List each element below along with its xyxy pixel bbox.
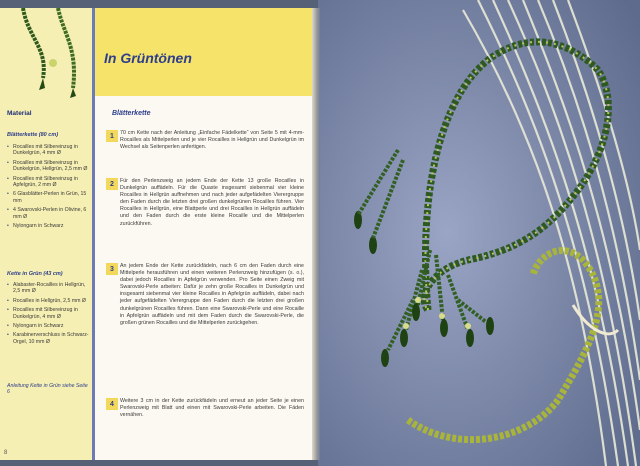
material-set1-list (7, 144, 91, 232)
list-item: • Karabinerverschluss in Schwarz-Orgel, 10 mm Ø (7, 332, 91, 345)
list-item: • Alabaster-Rocailles in Hellgrün, 2,5 mm Ø (7, 282, 91, 295)
material-heading: Material (7, 110, 32, 117)
list-item: • Rocailles mit Silbereinzug in Dunkelgrün, 4 mm Ø (7, 307, 91, 320)
book-gutter (312, 8, 320, 460)
material-set2-title: Kette in Grün (43 cm) (7, 271, 63, 277)
necklace-thumbnail (18, 8, 88, 100)
step-text: 70 cm Kette nach der Anleitung „Einfache Fädelkette“ von Seite 5 mit 4-mm-Rocailles als Mittelperlen und je vier Rocailles in Hellgrün und Dunkelgrün im Wechsel als Seitenperlen anfertigen. (120, 130, 304, 151)
step-number-badge: 3 (106, 263, 118, 275)
necklace-photo (318, 0, 640, 466)
step-3 (106, 263, 304, 327)
list-item: • Rocailles mit Silbereinzug in Dunkelgrün, 4 mm Ø (7, 144, 91, 157)
photo-page (318, 0, 640, 466)
step-2 (106, 178, 304, 228)
step-1 (106, 130, 304, 151)
material-set1-title: Blätterkette (80 cm) (7, 132, 59, 138)
section-title: Blätterkette (112, 110, 151, 117)
step-number-badge: 1 (106, 130, 118, 142)
list-item: • Rocailles mit Silbereinzug in Dunkelgrün, Hellgrün, 2,5 mm Ø (7, 160, 91, 173)
step-text: Weitere 3 cm in der Kette zurückfädeln und erneut an jeder Seite je einen Perlenzweig mit Blatt und einen mit Swarovski-Perle arbeiten. Die Fäden vernähen. (120, 398, 304, 419)
list-item: • 4 Swarovski-Perlen in Olivine, 6 mm Ø (7, 207, 91, 220)
left-page (0, 8, 316, 460)
step-number-badge: 2 (106, 178, 118, 190)
material-note: Anleitung Kette in Grün siehe Seite 6 (7, 383, 88, 396)
step-number-badge: 4 (106, 398, 118, 410)
page-title: In Grüntönen (104, 50, 192, 66)
step-4 (106, 398, 304, 419)
page-number: 8 (4, 450, 8, 456)
step-text: Für den Perlenzweig an jedem Ende der Kette 13 große Rocailles in Dunkelgrün auffädeln. Für die Quaste insgesamt siebenmal vier kleine Rocailles in Hellgrün auffnehmen und nach jeder aufgefädelten Vierergruppe den Faden durch die letzten drei großen dunkelgrünen Rocailles führen. Vier Rocailles in Hellgrün, eine Blattperle und drei Rocailles in Hellgrün auffädeln und den Faden durch die erste kleine Rocaille und die Mittelperlen zurückführen. (120, 178, 304, 227)
list-item: • Rocailles in Hellgrün, 2,5 mm Ø (7, 298, 91, 304)
material-set2-list (7, 282, 91, 348)
list-item: • 6 Glasblätter-Perlen in Grün, 15 mm (7, 191, 91, 204)
list-item: • Nylongarn in Schwarz (7, 223, 91, 229)
list-item: • Rocailles mit Silbereinzug in Apfelgrün, 2 mm Ø (7, 176, 91, 189)
list-item: • Nylongarn in Schwarz (7, 323, 91, 329)
step-text: An jedem Ende der Kette zurückfädeln, nach 6 cm den Faden durch eine Mittelperle herausführen und einen weiteren Perlenzweig hinzufügen (s. o.), dabei jedoch Rocailles in Apfelgrün verwenden. Pro Seite einen Zweig mit Swarovski-Perle arbeiten: Dafür je zehn große Rocailles in Dunkelgrün und insgesamt siebenmal vier kleine Rocailles in Apfelgrün auffädeln, dabei nach jeder aufgefädelten Vierergruppe den Faden durch die letzten drei großen dunkelgrünen Rocailles führen. Dann eine Swarovski-Perle und eine Rocaille in Apfelgrün auffädeln und mit dem Faden durch die Swarovski-Perle, die großen grünen Rocailles und die Mittelperlen zurückgehen. (120, 263, 304, 326)
